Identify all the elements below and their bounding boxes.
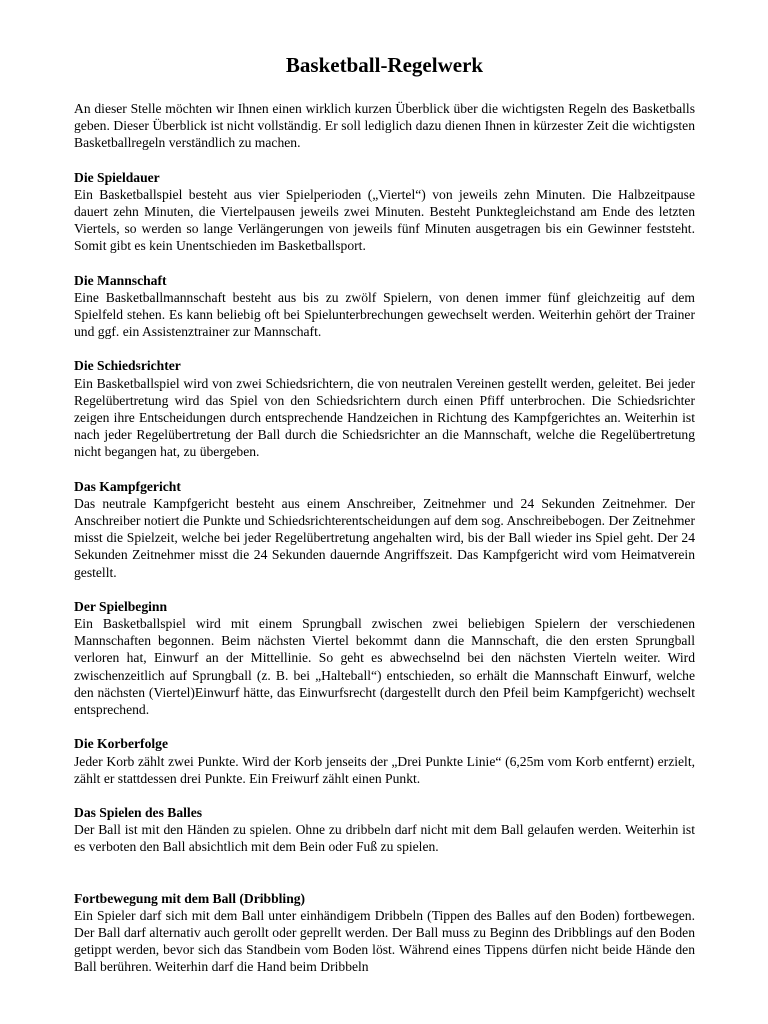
section-dribbling xyxy=(74,890,695,976)
section-spielbeginn xyxy=(74,598,695,718)
section-spielen-des-balles xyxy=(74,804,695,856)
section-spieldauer xyxy=(74,169,695,255)
section-heading: Die Spieldauer xyxy=(74,169,160,185)
section-heading: Das Spielen des Balles xyxy=(74,804,203,820)
section-korberfolge xyxy=(74,735,695,787)
section-text: Jeder Korb zählt zwei Punkte. Wird der Korb jenseits der „Drei Punkte Linie“ (6,25m vom Korb entfernt) erzielt, zählt er stattdessen drei Punkte. Ein Freiwurf zählt einen Punkt. xyxy=(74,753,695,786)
section-text: Ein Spieler darf sich mit dem Ball unter einhändigem Dribbeln (Tippen des Balles auf den Boden) fortbewegen. Der Ball darf alternativ auch gerollt oder geprellt werden. Der Ball muss zu Beginn des Dribblings auf den Boden getippt werden, bevor sich das Standbein vom Boden löst. Während eines Tippens dürfen nicht beide Hände den Ball berühren. Weiterhin darf die Hand beim Dribbeln xyxy=(74,907,695,975)
intro-paragraph: An dieser Stelle möchten wir Ihnen einen wirklich kurzen Überblick über die wichtigsten Regeln des Basketballs geben. Dieser Überblick ist nicht vollständig. Er soll lediglich dazu dienen Ihnen in kürzester Zeit die wichtigsten Basketballregeln verständlich zu machen. xyxy=(74,101,695,151)
section-text: Eine Basketballmannschaft besteht aus bis zu zwölf Spielern, von denen immer fünf gleichzeitig auf dem Spielfeld stehen. Es kann beliebig oft bei Spielunterbrechungen gewechselt werden. Weiterhin gehört der Trainer und ggf. ein Assistenztrainer zur Mannschaft. xyxy=(74,289,695,340)
section-text: Ein Basketballspiel wird mit einem Sprungball zwischen zwei beliebigen Spielern der verschiedenen Mannschaften begonnen. Beim nächsten Viertel bekommt dann die Mannschaft, die den ersten Sprungball verloren hat, Einwurf an der Mittellinie. So geht es abwechselnd bei den nächsten Vierteln weiter. Wird zwischenzeitlich auf Sprungball (z. B. bei „Halteball“) entschieden, so erhält die Mannschaft Einwurf, welche den nächsten (Viertel)Einwurf hätte, das Einwurfsrecht (dargestellt durch den Pfeil beim Kampfgericht) wechselt entsprechend. xyxy=(74,616,695,718)
section-heading: Die Schiedsrichter xyxy=(74,358,181,374)
section-text: Das neutrale Kampfgericht besteht aus einem Anschreiber, Zeitnehmer und 24 Sekunden Zeitnehmer. Der Anschreiber notiert die Punkte und Schiedsrichterentscheidungen auf dem sog. Anschreibebogen. Der Zeitnehmer misst die Spielzeit, welche bei jeder Regelübertretung angehalten wird, bis der Ball wieder ins Spiel geht. Der 24 Sekunden Zeitnehmer misst die 24 Sekunden dauernde Angriffszeit. Das Kampfgericht wird vom Heimatverein gestellt. xyxy=(74,495,695,580)
section-text: Ein Basketballspiel besteht aus vier Spielperioden („Viertel“) von jeweils zehn Minuten. Die Halbzeitpause dauert zehn Minuten, die Viertelpausen jeweils zwei Minuten. Besteht Punktegleichstand am Ende des letzten Viertels, so werden so lange Verlängerungen von jeweils fünf Minuten ausgetragen bis ein Gewinner feststeht. Somit gibt es kein Unentschieden im Basketballsport. xyxy=(74,186,695,254)
section-text: Ein Basketballspiel wird von zwei Schiedsrichtern, die von neutralen Vereinen gestellt werden, geleitet. Bei jeder Regelübertretung wird das Spiel von den Schiedsrichtern durch einen Pfiff unterbrochen. Die Schiedsrichter zeigen ihre Entscheidungen durch entsprechende Handzeichen in Richtung des Kampfgerichtes an. Weiterhin ist nach jeder Regelübertretung der Ball durch die Schiedsrichter an die Mannschaft, welche die Regelübertretung nicht begangen hat, zu übergeben. xyxy=(74,375,695,460)
section-mannschaft xyxy=(74,272,695,341)
page-title: Basketball-Regelwerk xyxy=(285,53,484,77)
section-kampfgericht xyxy=(74,478,695,581)
section-schiedsrichter xyxy=(74,357,695,460)
section-text: Der Ball ist mit den Händen zu spielen. Ohne zu dribbeln darf nicht mit dem Ball gelaufen werden. Weiterhin ist es verboten den Ball absichtlich mit dem Bein oder Fuß zu spielen. xyxy=(74,822,695,855)
section-heading: Der Spielbeginn xyxy=(74,598,168,614)
section-heading: Die Korberfolge xyxy=(74,736,168,752)
section-heading: Die Mannschaft xyxy=(74,272,167,288)
section-heading: Fortbewegung mit dem Ball (Dribbling) xyxy=(74,890,306,906)
section-heading: Das Kampfgericht xyxy=(74,478,181,494)
